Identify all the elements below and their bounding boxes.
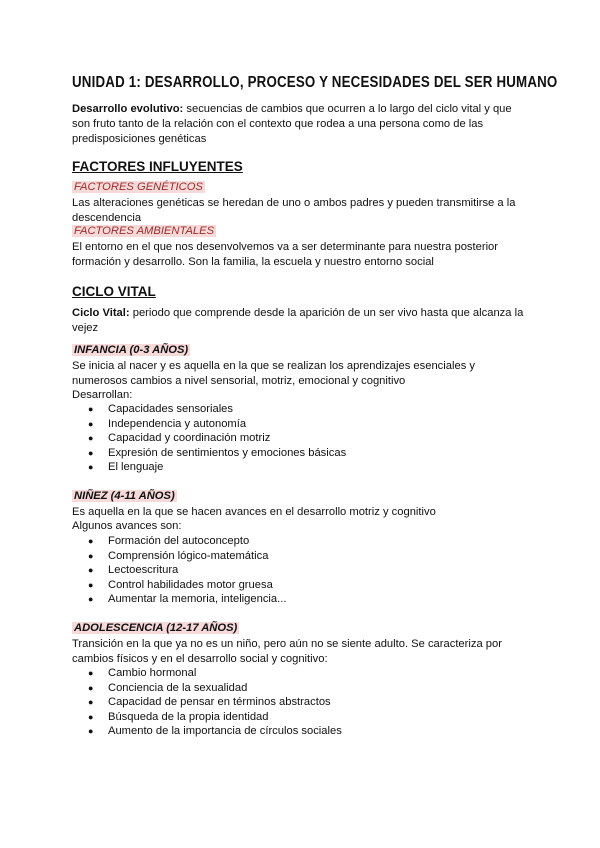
list-item: ● Expresión de sentimientos y emociones básicas bbox=[88, 446, 346, 461]
factores-heading: FACTORES INFLUYENTES bbox=[72, 159, 243, 174]
infancia-intro: Desarrollan: bbox=[72, 389, 133, 401]
intro-term: Desarrollo evolutivo: bbox=[72, 103, 184, 115]
list-item: ● Capacidad de pensar en términos abstractos bbox=[88, 695, 342, 710]
ciclo-term: Ciclo Vital: bbox=[72, 307, 130, 319]
list-item: ● Capacidad y coordinación motriz bbox=[88, 431, 346, 446]
list-item: ● Lectoescritura bbox=[88, 563, 286, 578]
factores-geneticos-text: Las alteraciones genéticas se heredan de uno o ambos padres y pueden transmitirse a la descendencia bbox=[72, 197, 516, 224]
factores-ambientales-label: FACTORES AMBIENTALES bbox=[74, 225, 215, 237]
adolescencia-label: ADOLESCENCIA (12-17 AÑOS) bbox=[74, 622, 238, 634]
ciclo-paragraph bbox=[72, 306, 532, 336]
list-item: ● Formación del autoconcepto bbox=[88, 534, 286, 549]
factores-ambientales-text: El entorno en el que nos desenvolvemos va a ser determinante para nuestra posterior formación y desarrollo. Son la familia, la escuela y nuestro entorno social bbox=[72, 241, 498, 268]
list-item: ● Cambio hormonal bbox=[88, 666, 342, 681]
list-item: ● Control habilidades motor gruesa bbox=[88, 578, 286, 593]
list-item: ● Aumento de la importancia de círculos sociales bbox=[88, 724, 342, 739]
ninez-label: NIÑEZ (4-11 AÑOS) bbox=[74, 490, 175, 502]
list-item: ● Comprensión lógico-matemática bbox=[88, 549, 286, 564]
adolescencia-list bbox=[88, 666, 342, 739]
ninez-list bbox=[88, 534, 286, 607]
infancia-list bbox=[88, 402, 346, 475]
ciclo-text: periodo que comprende desde la aparición de un ser vivo hasta que alcanza la vejez bbox=[72, 307, 524, 334]
list-item: ● Independencia y autonomía bbox=[88, 417, 346, 432]
list-item: ● Aumentar la memoria, inteligencia... bbox=[88, 592, 286, 607]
ninez-text: Es aquella en la que se hacen avances en el desarrollo motriz y cognitivo bbox=[72, 506, 436, 518]
intro-paragraph bbox=[72, 102, 532, 147]
ciclo-heading: CICLO VITAL bbox=[72, 284, 156, 299]
factores-geneticos-label: FACTORES GENÉTICOS bbox=[74, 181, 203, 193]
ninez-intro: Algunos avances son: bbox=[72, 520, 182, 532]
adolescencia-text: Transición en la que ya no es un niño, pero aún no se siente adulto. Se caracteriza por cambios físicos y en el desarrollo social y cognitivo: bbox=[72, 638, 502, 665]
intro-text: secuencias de cambios que ocurren a lo largo del ciclo vital y que son fruto tanto de la relación con el contexto que rodea a una persona como de las predisposiciones genéticas bbox=[72, 103, 512, 145]
infancia-text: Se inicia al nacer y es aquella en la que se realizan los aprendizajes esenciales y numerosos cambios a nivel sensorial, motriz, emocional y cognitivo bbox=[72, 360, 475, 387]
list-item: ● El lenguaje bbox=[88, 460, 346, 475]
list-item: ● Capacidades sensoriales bbox=[88, 402, 346, 417]
infancia-label: INFANCIA (0-3 AÑOS) bbox=[74, 344, 189, 356]
document-title: UNIDAD 1: DESARROLLO, PROCESO Y NECESIDADES DEL SER HUMANO bbox=[72, 74, 558, 91]
list-item: ● Búsqueda de la propia identidad bbox=[88, 710, 342, 725]
list-item: ● Conciencia de la sexualidad bbox=[88, 681, 342, 696]
